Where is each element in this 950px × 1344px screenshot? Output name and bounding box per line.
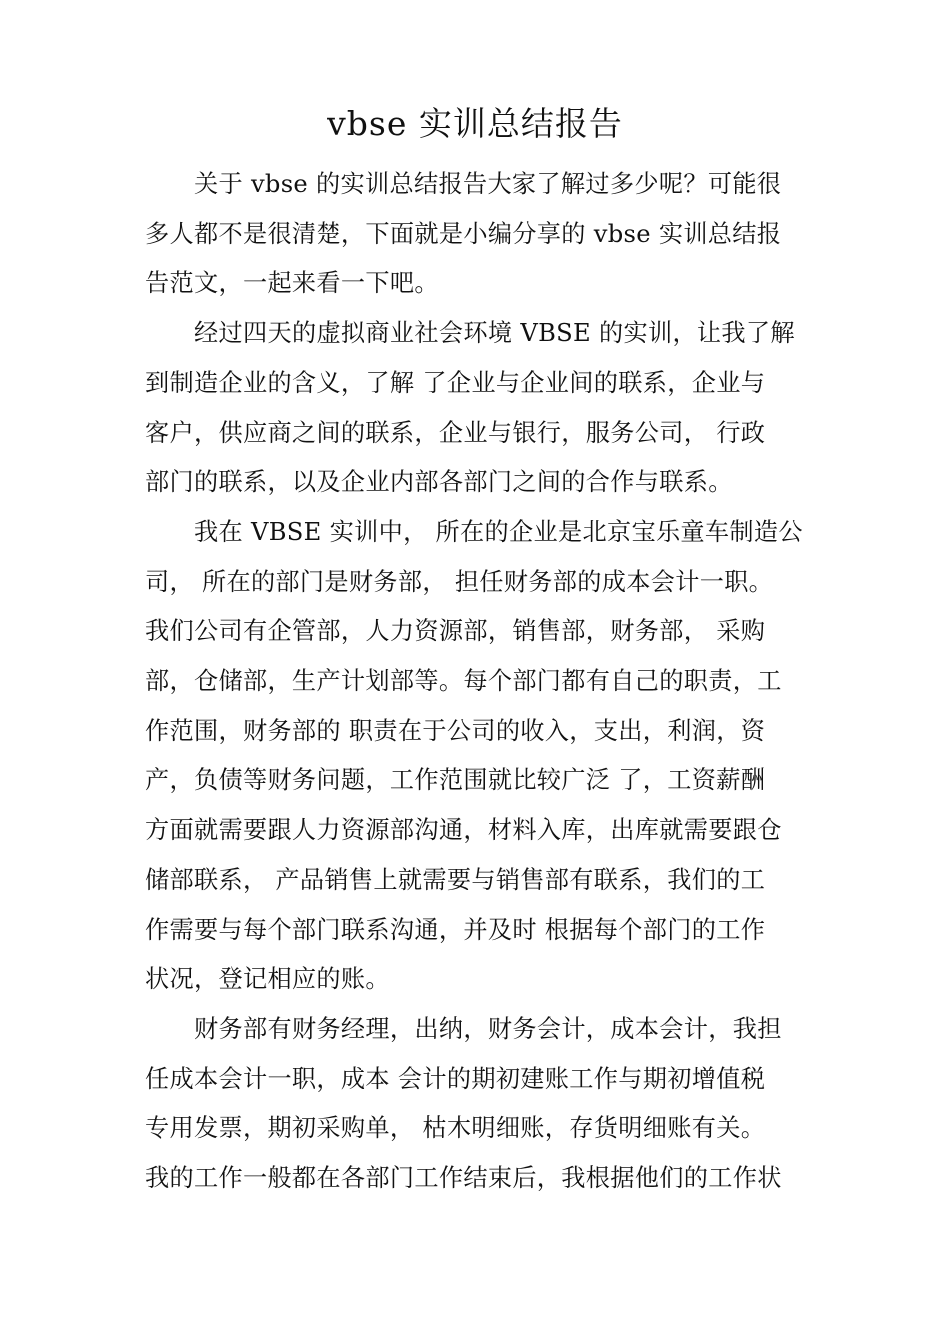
paragraph-line: 专用发票，期初采购单， 枯木明细账，存货明细账有关。 xyxy=(145,1114,766,1143)
document-title: vbse 实训总结报告 xyxy=(327,104,623,143)
paragraph-line: 状况，登记相应的账。 xyxy=(145,965,390,994)
paragraph-line: 司， 所在的部门是财务部， 担任财务部的成本会计一职。 xyxy=(145,567,774,596)
paragraph-company-role xyxy=(145,508,835,1005)
paragraph-line: 到制造企业的含义，了解 了企业与企业间的联系，企业与 xyxy=(145,368,766,397)
paragraph-line: 方面就需要跟人力资源部沟通，材料入库，出库就需要跟仓 xyxy=(145,816,782,845)
paragraph-line: 任成本会计一职，成本 会计的期初建账工作与期初增值税 xyxy=(145,1064,766,1093)
paragraph-line: 客户，供应商之间的联系，企业与银行，服务公司， 行政 xyxy=(145,418,766,447)
paragraph-line: 作需要与每个部门联系沟通，并及时 根据每个部门的工作 xyxy=(145,915,766,944)
paragraph-line: 关于 vbse 的实训总结报告大家了解过多少呢？可能很 xyxy=(194,170,782,198)
paragraph-line: 储部联系， 产品销售上就需要与销售部有联系，我们的工 xyxy=(145,865,766,894)
paragraph-training-overview xyxy=(145,309,835,508)
paragraph-line: 多人都不是很清楚，下面就是小编分享的 vbse 实训总结报 xyxy=(145,219,782,248)
paragraph-line: 告范文，一起来看一下吧。 xyxy=(145,269,439,298)
paragraph-line: 作范围，财务部的 职责在于公司的收入，支出，利润，资 xyxy=(145,716,766,745)
paragraph-line: 产，负债等财务问题，工作范围就比较广泛 了，工资薪酬 xyxy=(145,766,766,795)
paragraph-line: 我们公司有企管部，人力资源部，销售部，财务部， 采购 xyxy=(145,617,766,646)
paragraph-line: 部门的联系，以及企业内部各部门之间的合作与联系。 xyxy=(145,468,733,497)
paragraph-line: 我在 VBSE 实训中， 所在的企业是北京宝乐童车制造公 xyxy=(194,517,803,546)
paragraph-intro xyxy=(145,160,835,309)
paragraph-line: 部，仓储部，生产计划部等。每个部门都有自己的职责，工 xyxy=(145,667,782,696)
paragraph-line: 我的工作一般都在各部门工作结束后，我根据他们的工作状 xyxy=(145,1164,782,1193)
document-body xyxy=(145,160,835,1204)
paragraph-line: 经过四天的虚拟商业社会环境 VBSE 的实训，让我了解 xyxy=(194,319,795,348)
paragraph-line: 财务部有财务经理，出纳，财务会计，成本会计，我担 xyxy=(194,1014,782,1043)
paragraph-finance-dept xyxy=(145,1005,835,1204)
